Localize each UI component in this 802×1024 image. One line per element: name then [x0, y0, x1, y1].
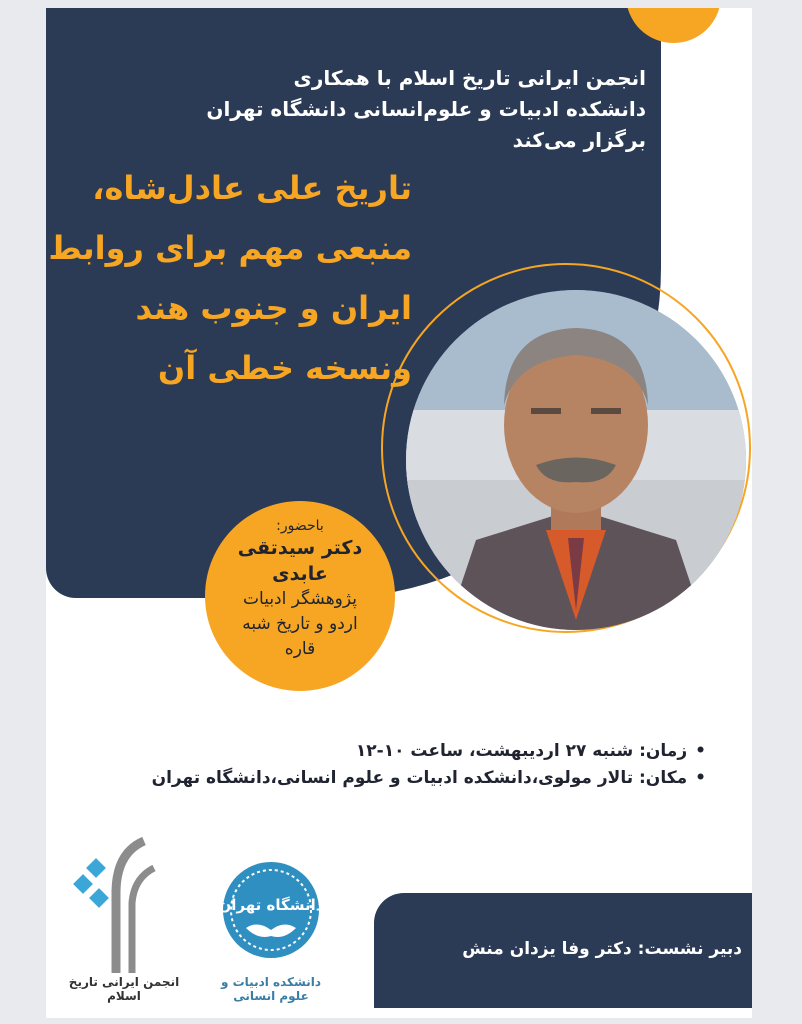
speaker-role: قاره	[284, 639, 316, 659]
speaker-role: اردو و تاریخ شبه	[242, 614, 358, 634]
session-chair-panel	[374, 893, 752, 1008]
poster	[46, 8, 752, 1018]
bullet-icon: •	[695, 768, 706, 788]
title-line: ونسخه خطی آن	[157, 349, 412, 387]
university-logo-caption: دانشکده ادبیات و علوم انسانی	[220, 975, 322, 1003]
seal-text: دانشگاه تهران	[218, 896, 324, 914]
society-logo-icon	[54, 833, 194, 983]
university-logo	[206, 858, 336, 1003]
intro-line: انجمن ایرانی تاریخ اسلام با همکاری	[293, 66, 646, 90]
speaker-name: عابدی	[272, 563, 328, 585]
event-title	[48, 158, 412, 398]
title-line: ایران و جنوب هند	[135, 289, 412, 327]
place-text: مکان: تالار مولوی،دانشکده ادبیات و علوم انسانی،دانشگاه تهران	[151, 768, 688, 788]
speaker-label: باحضور:	[276, 518, 324, 534]
time-text: زمان: شنبه ۲۷ اردیبهشت، ساعت ۱۰-۱۲	[355, 741, 688, 761]
organizer-intro	[126, 63, 646, 156]
event-details	[96, 738, 706, 792]
title-line: منبعی مهم برای روابط	[48, 229, 412, 267]
speaker-name: دکتر سیدتقی	[237, 537, 363, 559]
intro-line: دانشکده ادبیات و علوم‌انسانی دانشگاه تهران	[206, 97, 646, 121]
society-logo	[54, 833, 194, 1003]
intro-line: برگزار می‌کند	[512, 128, 646, 152]
detail-place	[96, 765, 706, 792]
session-chair-text: دبیر نشست: دکتر وفا یزدان منش	[462, 939, 742, 959]
speaker-badge	[205, 501, 395, 691]
bullet-icon: •	[695, 741, 706, 761]
detail-time	[96, 738, 706, 765]
speaker-role: پژوهشگر ادبیات	[243, 589, 357, 609]
title-line: تاریخ علی عادل‌شاه،	[92, 169, 412, 207]
speaker-photo	[406, 290, 746, 630]
university-seal-icon	[206, 858, 336, 968]
society-logo-caption: انجمن ایرانی تاریخ اسلام	[68, 975, 180, 1003]
